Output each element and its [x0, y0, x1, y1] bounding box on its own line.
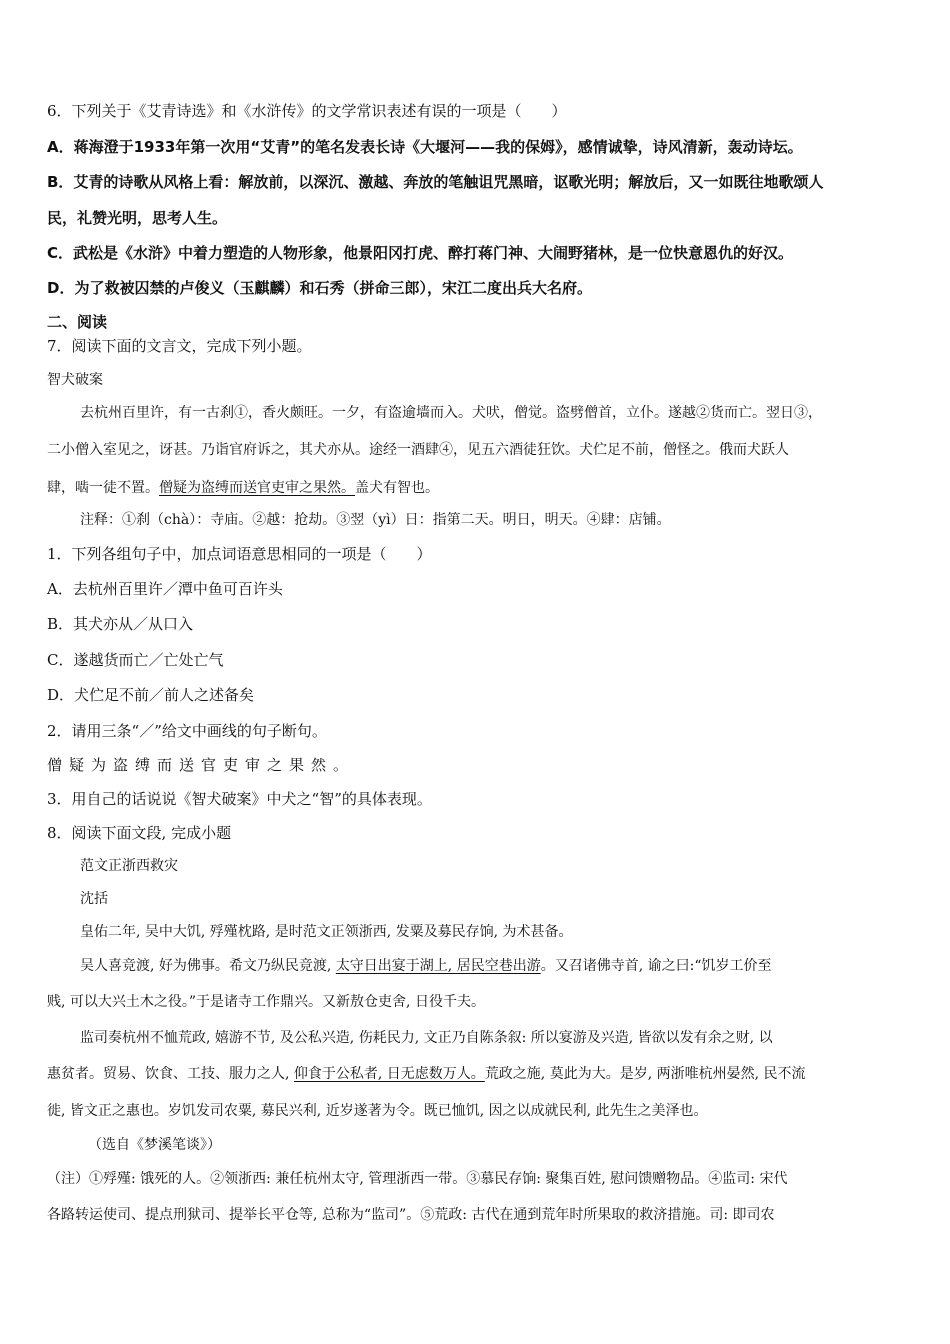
q7-sub1-option-a: A．去杭州百里许／潭中鱼可百许头	[47, 580, 283, 598]
q6-option-d: D．为了救被囚禁的卢俊义（玉麒麟）和石秀（拼命三郎），宋江二度出兵大名府。	[47, 279, 592, 297]
q8-underlined-sentence-2: 仰食于公私者, 日无虑数万人。	[293, 1066, 485, 1082]
q8-note-line1: （注）①殍殣: 饿死的人。②领浙西: 兼任杭州太守, 管理浙西一带。③慕民存饷: 聚集百姓, 慰问馈赠物品。④监司: 宋代	[47, 1171, 788, 1187]
q7-annotation: 注释：①刹（chà）：寺庙。②越：抢劫。③翌（yì）日：指第二天。明日，明天。④肆：店铺。	[80, 512, 671, 528]
q7-sub1-option-c: C．遂越货而亡／亡处亡气	[47, 651, 224, 669]
q8-passage-author: 沈括	[80, 891, 108, 907]
q7-sub1-option-b: B．其犬亦从／从口入	[47, 615, 194, 633]
q8-passage-title: 范文正浙西救灾	[80, 858, 178, 874]
q8-source: （选自《梦溪笔谈》）	[88, 1137, 221, 1153]
q7-passage-title: 智犬破案	[47, 372, 103, 388]
q7-stem: 7．阅读下面的文言文，完成下列小题。	[47, 337, 312, 355]
q7-underlined-sentence: 僧疑为盗缚而送官吏审之果然。	[159, 480, 355, 496]
q8-underlined-sentence-1: 太守日出宴于湖上, 居民空巷出游	[335, 958, 541, 974]
q7-sub3-stem: 3．用自己的话说说《智犬破案》中犬之“智”的具体表现。	[47, 790, 432, 808]
q8-line5-c: 荒政之施, 莫此为大。是岁, 两浙唯杭州晏然, 民不流	[484, 1066, 806, 1082]
q8-passage-line6: 徙, 皆文正之惠也。岁饥发司农粟, 募民兴利, 近岁遂著为令。既已恤饥, 因之以成就民利, 此先生之美泽也。	[47, 1103, 708, 1119]
q7-passage-line2: 二小僧入室见之，讶甚。乃诣官府诉之，其犬亦从。途经一酒肆④，见五六酒徒狂饮。犬伫足不前，僧怪之。俄而犬跃人	[47, 442, 789, 458]
q8-passage-line4: 监司奏杭州不恤荒政, 嬉游不节, 及公私兴造, 伤耗民力, 文正乃自陈条叙: 所以宴游及兴造, 皆欲以发有余之财, 以	[80, 1030, 773, 1046]
q6-option-c: C．武松是《水浒》中着力塑造的人物形象，他景阳冈打虎、醉打蒋门神、大闹野猪林，是一位快意恩仇的好汉。	[47, 244, 794, 262]
q7-sub2-stem: 2．请用三条“／”给文中画线的句子断句。	[47, 722, 327, 740]
q7-passage-line3	[47, 478, 439, 498]
q8-passage-line5	[47, 1064, 806, 1084]
q6-option-a: A．蒋海澄于1933年第一次用“艾青”的笔名发表长诗《大堰河——我的保姆》，感情诚挚，诗风清新，轰动诗坛。	[47, 138, 803, 156]
q7-passage-line3-a: 肆，啮一徒不置。	[47, 480, 159, 496]
q7-sub2-sentence: 僧疑为盗缚而送官吏审之果然。	[47, 756, 356, 774]
q7-sub1-stem: 1．下列各组句子中，加点词语意思相同的一项是（ ）	[47, 545, 432, 563]
section-heading-reading: 二、阅读	[47, 313, 108, 331]
q8-line5-a: 惠贫者。贸易、饮食、工技、服力之人,	[47, 1066, 294, 1082]
q7-passage-line1: 去杭州百里许，有一古刹①，香火颇旺。一夕，有盗逾墙而入。犬吠，僧觉。盗劈僧首，立仆。遂越②货而亡。翌日③，	[80, 405, 822, 421]
q7-sub1-option-d: D．犬伫足不前／前人之述备矣	[47, 686, 255, 704]
q8-passage-line3: 贱, 可以大兴土木之役。”于是诸寺工作鼎兴。又新敖仓吏舍, 日役千夫。	[47, 994, 485, 1010]
q7-passage-line3-c: 盖犬有智也。	[355, 480, 439, 496]
q8-line2-c: 。又召诸佛寺首, 谕之曰:“饥岁工价至	[540, 958, 772, 974]
q6-stem: 6．下列关于《艾青诗选》和《水浒传》的文学常识表述有误的一项是（ ）	[47, 102, 567, 120]
q6-option-b-line1: B．艾青的诗歌从风格上看：解放前，以深沉、激越、奔放的笔触诅咒黑暗，讴歌光明；解放后，又一如既往地歌颂人	[47, 173, 824, 191]
q8-passage-line2	[80, 956, 772, 976]
q8-stem: 8．阅读下面文段, 完成小题	[47, 824, 232, 842]
q8-line2-a: 吴人喜竞渡, 好为佛事。希文乃纵民竞渡,	[80, 958, 336, 974]
q8-note-line2: 各路转运使司、提点刑狱司、提举长平仓等, 总称为“监司”。⑤荒政: 古代在通到荒年时所果取的救济措施。司: 即司农	[47, 1207, 775, 1223]
q6-option-b-line2: 民，礼赞光明，思考人生。	[47, 209, 228, 227]
q8-passage-line1: 皇佑二年, 吴中大饥, 殍殣枕路, 是时范文正领浙西, 发粟及募民存饷, 为术甚备。	[80, 924, 573, 940]
